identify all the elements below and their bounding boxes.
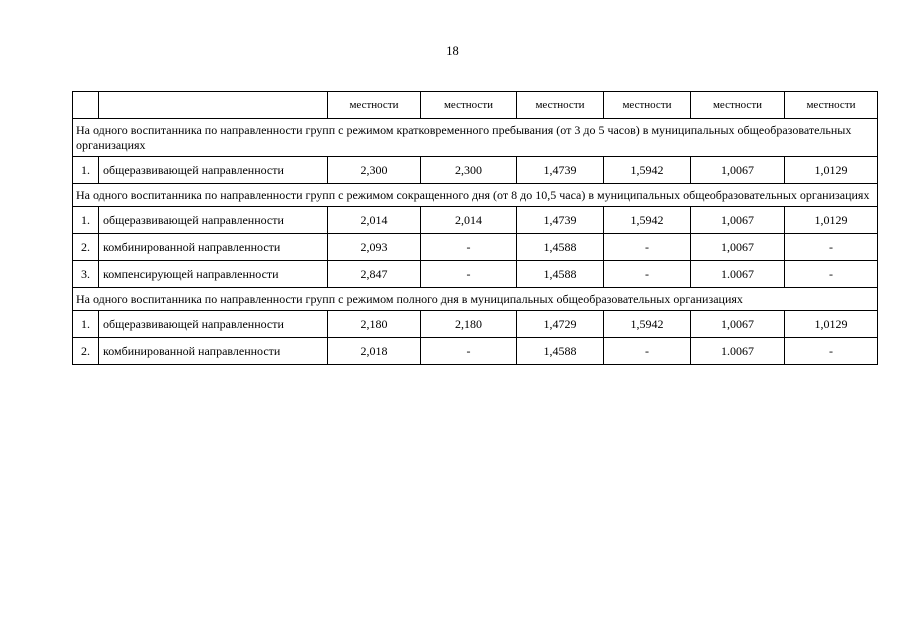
row-name: комбинированной направленности	[99, 234, 328, 261]
value-cell: -	[604, 234, 691, 261]
row-number: 2.	[73, 338, 99, 365]
header-cell: местности	[785, 92, 878, 119]
value-cell: 1,0129	[785, 157, 878, 184]
header-cell: местности	[517, 92, 604, 119]
header-cell: местности	[691, 92, 785, 119]
section-title-row	[73, 184, 878, 207]
value-cell: 1,4588	[517, 261, 604, 288]
header-cell: местности	[604, 92, 691, 119]
table-row	[73, 157, 878, 184]
value-cell: 1,5942	[604, 157, 691, 184]
row-name: общеразвивающей направленности	[99, 157, 328, 184]
row-name: общеразвивающей направленности	[99, 207, 328, 234]
value-cell: -	[785, 338, 878, 365]
table-row	[73, 234, 878, 261]
value-cell: 2,014	[421, 207, 517, 234]
section-title: На одного воспитанника по направленности групп с режимом полного дня в муниципальных общеобразовательных организациях	[73, 288, 878, 311]
row-name: комбинированной направленности	[99, 338, 328, 365]
value-cell: 2,180	[421, 311, 517, 338]
value-cell: -	[604, 338, 691, 365]
value-cell: 2,180	[328, 311, 421, 338]
section-title: На одного воспитанника по направленности групп с режимом кратковременного пребывания (от 3 до 5 часов) в муниципальных общеобразовательных организациях	[73, 119, 878, 157]
header-cell: местности	[421, 92, 517, 119]
row-number: 2.	[73, 234, 99, 261]
value-cell: 1,0067	[691, 311, 785, 338]
value-cell: 2,014	[328, 207, 421, 234]
table-row	[73, 207, 878, 234]
value-cell: -	[785, 234, 878, 261]
header-cell	[99, 92, 328, 119]
section-title: На одного воспитанника по направленности групп с режимом сокращенного дня (от 8 до 10,5 часа) в муниципальных общеобразовательных организациях	[73, 184, 878, 207]
value-cell: 2,018	[328, 338, 421, 365]
value-cell: -	[421, 234, 517, 261]
section-title-row	[73, 119, 878, 157]
value-cell: 1,0067	[691, 234, 785, 261]
row-name: общеразвивающей направленности	[99, 311, 328, 338]
value-cell: 1,4739	[517, 157, 604, 184]
value-cell: 1,5942	[604, 207, 691, 234]
value-cell: 1,0129	[785, 311, 878, 338]
value-cell: -	[785, 261, 878, 288]
header-cell: местности	[328, 92, 421, 119]
value-cell: -	[604, 261, 691, 288]
value-cell: 1,4739	[517, 207, 604, 234]
value-cell: 1.0067	[691, 338, 785, 365]
row-number: 1.	[73, 311, 99, 338]
header-cell	[73, 92, 99, 119]
value-cell: 1.0067	[691, 261, 785, 288]
value-cell: 2,093	[328, 234, 421, 261]
value-cell: 2,300	[328, 157, 421, 184]
table-row	[73, 338, 878, 365]
value-cell: -	[421, 338, 517, 365]
row-number: 1.	[73, 207, 99, 234]
value-cell: 2,300	[421, 157, 517, 184]
section-title-row	[73, 288, 878, 311]
row-number: 1.	[73, 157, 99, 184]
value-cell: 2,847	[328, 261, 421, 288]
value-cell: 1,0129	[785, 207, 878, 234]
table-row	[73, 261, 878, 288]
value-cell: 1,5942	[604, 311, 691, 338]
row-number: 3.	[73, 261, 99, 288]
value-cell: 1,4729	[517, 311, 604, 338]
value-cell: 1,0067	[691, 207, 785, 234]
value-cell: 1,0067	[691, 157, 785, 184]
value-cell: 1,4588	[517, 338, 604, 365]
page-number: 18	[446, 44, 459, 58]
value-cell: 1,4588	[517, 234, 604, 261]
row-name: компенсирующей направленности	[99, 261, 328, 288]
header-row	[73, 92, 878, 119]
value-cell: -	[421, 261, 517, 288]
table-body	[73, 92, 878, 365]
table-row	[73, 311, 878, 338]
coefficients-table	[72, 91, 878, 365]
